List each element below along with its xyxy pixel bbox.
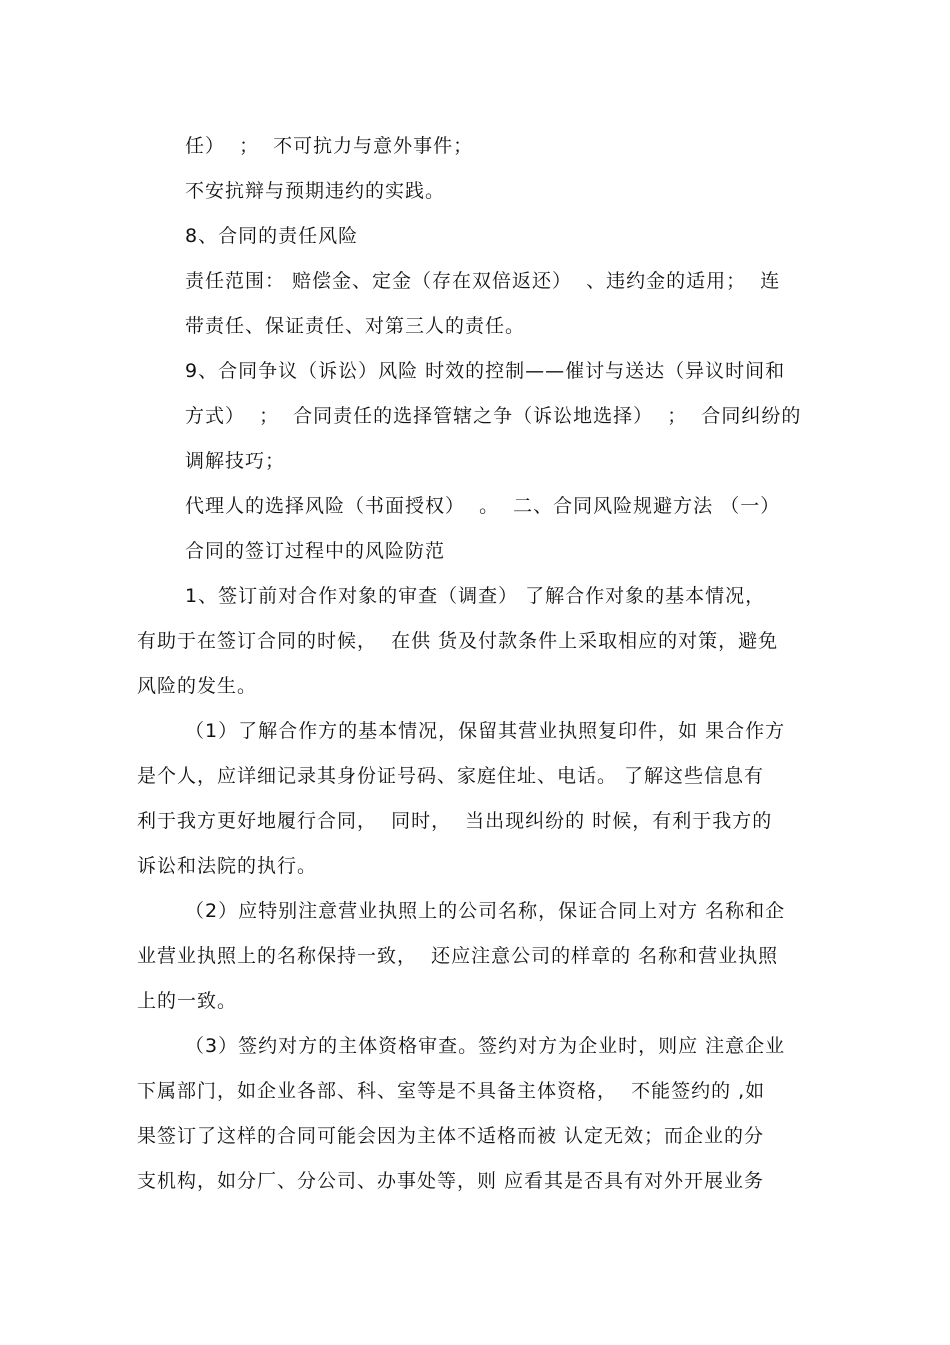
text-line: （3）签约对方的主体资格审查。签约对方为企业时，则应 注意企业 (185, 1035, 786, 1057)
text-line: 下属部门，如企业各部、科、室等是不具备主体资格， 不能签约的 ,如 (137, 1080, 766, 1102)
text-line: 业营业执照上的名称保持一致， 还应注意公司的样章的 名称和营业执照 (137, 945, 779, 967)
text-line: 利于我方更好地履行合同， 同时， 当出现纠纷的 时候，有利于我方的 (137, 810, 773, 832)
text-line: 支机构，如分厂、分公司、办事处等，则 应看其是否具有对外开展业务 (137, 1170, 765, 1192)
text-line: 调解技巧； (185, 450, 286, 472)
text-line: 有助于在签订合同的时候， 在供 货及付款条件上采取相应的对策，避免 (137, 630, 779, 652)
section-heading: 8、合同的责任风险 (185, 225, 359, 247)
text-line: 风险的发生。 (137, 675, 258, 697)
text-line: 不安抗辩与预期违约的实践。 (185, 180, 446, 202)
text-line: （2）应特别注意营业执照上的公司名称，保证合同上对方 名称和企 (185, 900, 786, 922)
text-line: 任） ； 不可抗力与意外事件； (185, 135, 474, 157)
text-line: 方式） ； 合同责任的选择管辖之争（诉讼地选择） ； 合同纠纷的 (185, 405, 802, 427)
text-line: （1）了解合作方的基本情况，保留其营业执照复印件，如 果合作方 (185, 720, 786, 742)
text-line: 合同的签订过程中的风险防范 (185, 540, 446, 562)
text-line: 是个人，应详细记录其身份证号码、家庭住址、电话。 了解这些信息有 (137, 765, 765, 787)
text-line: 带责任、保证责任、对第三人的责任。 (185, 315, 526, 337)
text-line: 上的一致。 (137, 990, 238, 1012)
section-heading: 9、合同争议（诉讼）风险 时效的控制——催讨与送达（异议时间和 (185, 360, 786, 382)
text-line: 责任范围： 赔偿金、定金（存在双倍返还） 、违约金的适用； 连 (185, 270, 781, 292)
section-heading: 1、签订前对合作对象的审查（调查） 了解合作对象的基本情况， (185, 585, 766, 607)
text-line: 代理人的选择风险（书面授权） 。 二、合同风险规避方法 （一） (185, 495, 781, 517)
text-line: 果签订了这样的合同可能会因为主体不适格而被 认定无效；而企业的分 (137, 1125, 765, 1147)
text-line: 诉讼和法院的执行。 (137, 855, 318, 877)
